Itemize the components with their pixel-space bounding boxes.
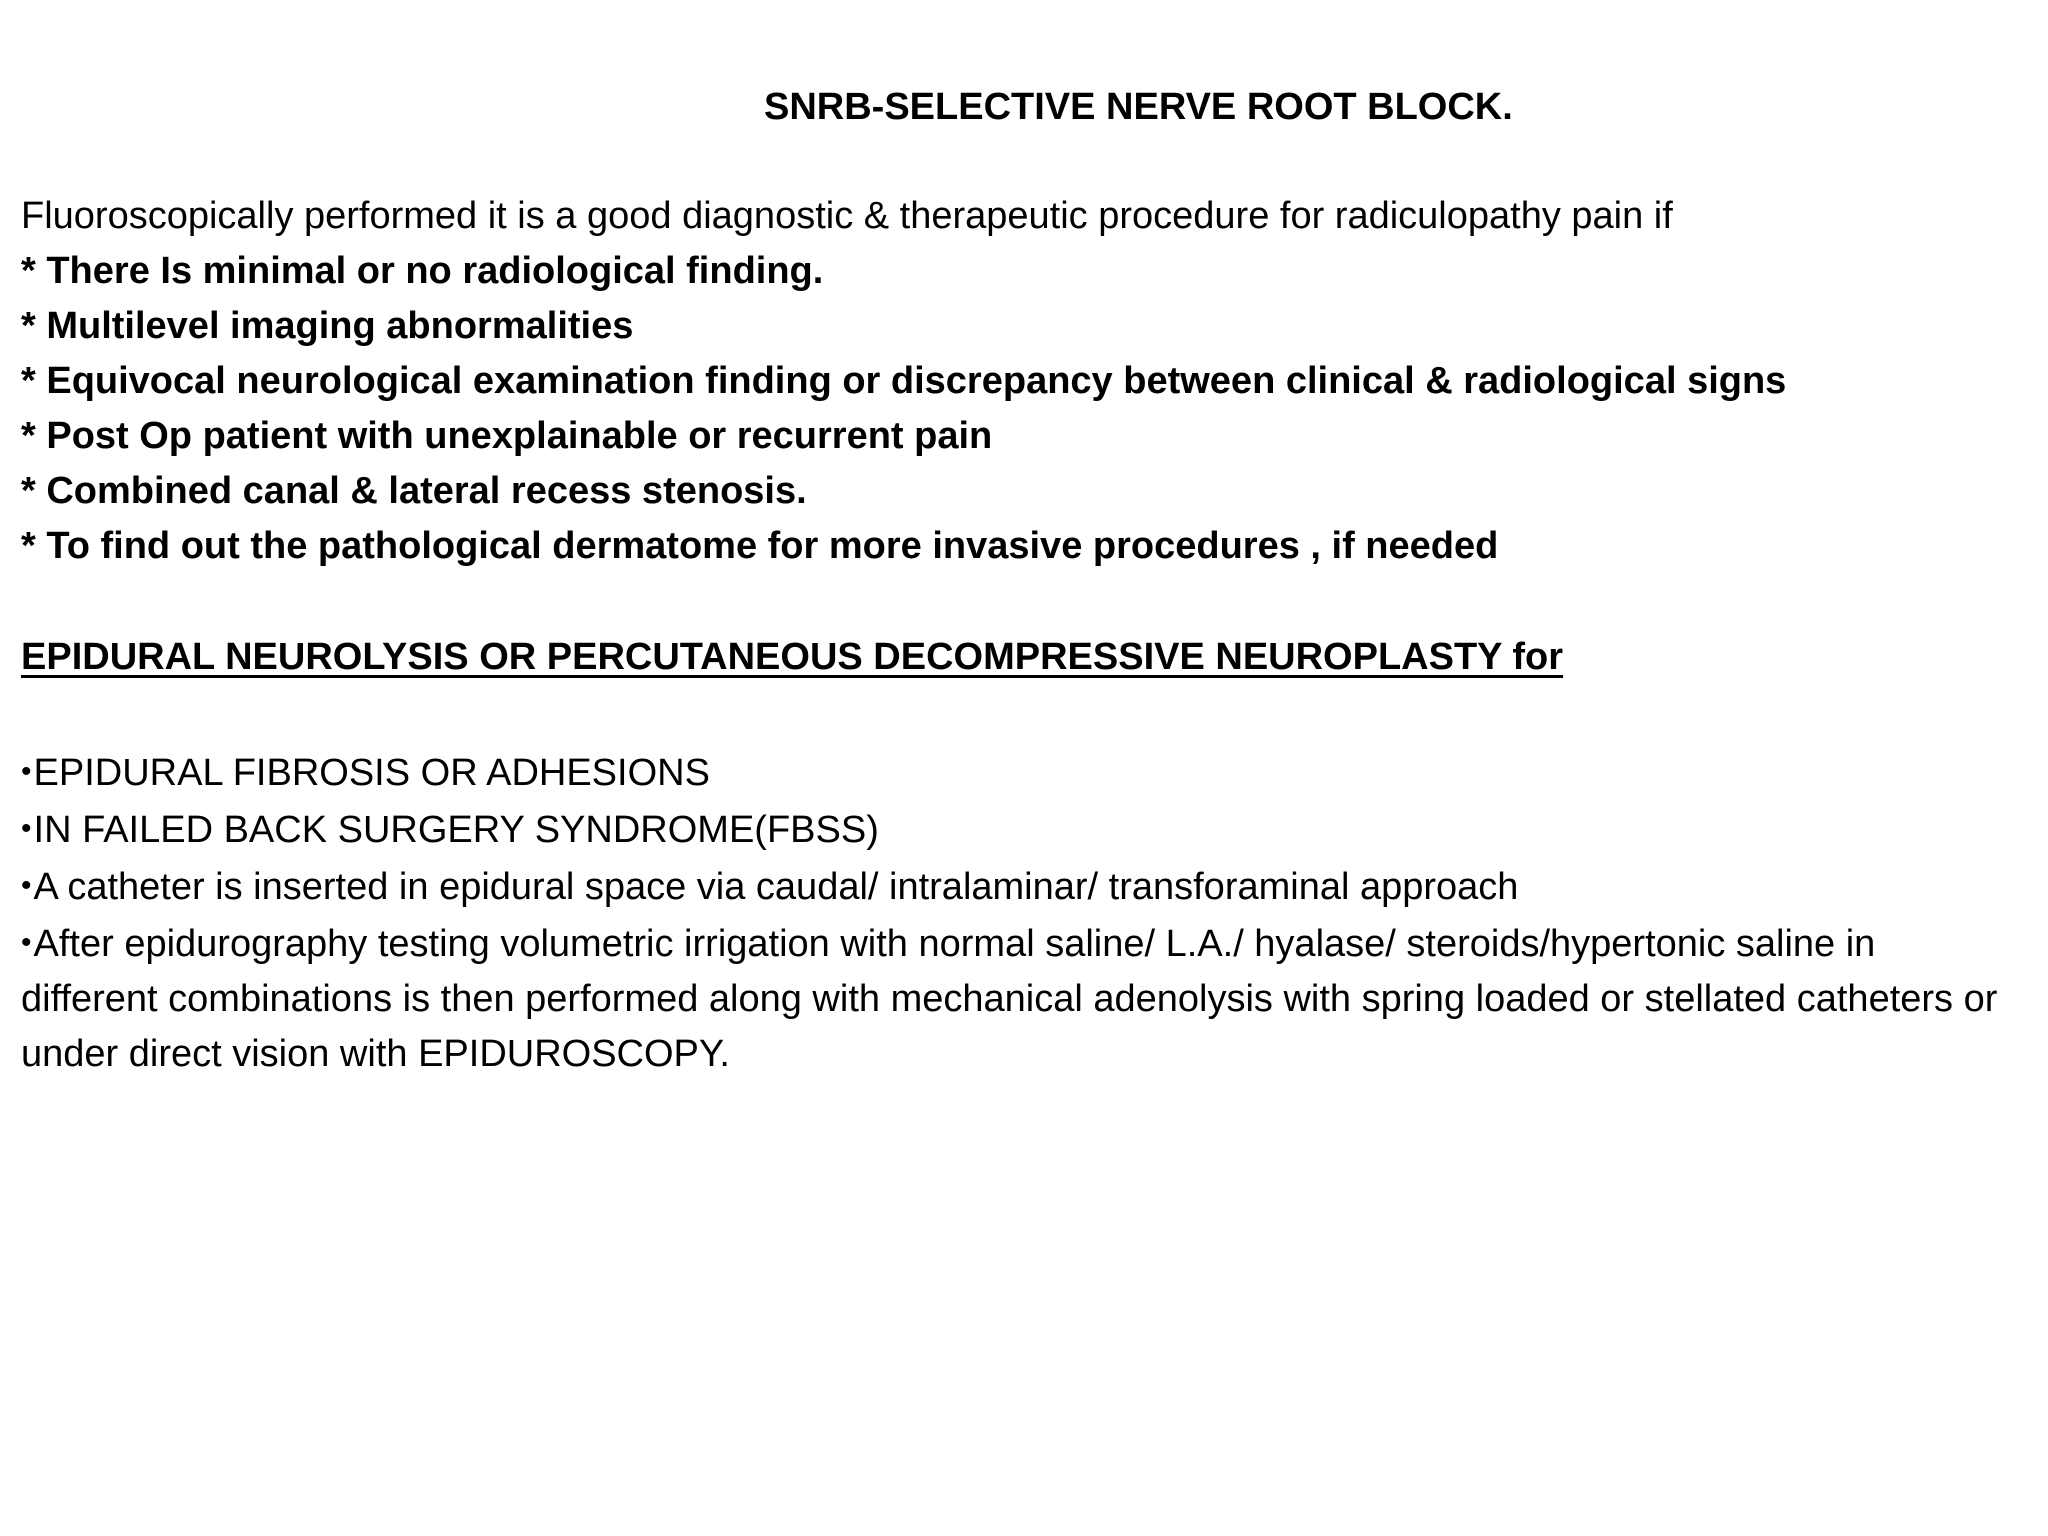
list-item: * Post Op patient with unexplainable or recurrent pain: [21, 415, 993, 457]
bullet-text: EPIDURAL FIBROSIS OR ADHESIONS: [33, 752, 710, 794]
list-item: * To find out the pathological dermatome for more invasive procedures , if needed: [21, 525, 1499, 567]
bullet-icon: •: [21, 926, 32, 959]
list-item: * There Is minimal or no radiological finding.: [21, 250, 824, 292]
section2-heading: EPIDURAL NEUROLYSIS OR PERCUTANEOUS DECOMPRESSIVE NEUROPLASTY for: [21, 636, 1564, 678]
section2-bullet-list: [21, 744, 2001, 1082]
bullet-text: After epidurography testing volumetric irrigation with normal saline/ L.A./ hyalase/ steroids/hypertonic saline in different combinations is then performed along with mechanical adenolysis with spring loaded or stellated catheters or under direct vision with EPIDUROSCOPY.: [21, 923, 1998, 1075]
bullet-text: A catheter is inserted in epidural space via caudal/ intralaminar/ transforaminal approach: [33, 866, 1519, 908]
section1-title-text: SNRB-SELECTIVE NERVE ROOT BLOCK.: [764, 86, 1513, 128]
bullet-item: [21, 915, 2001, 1082]
bullet-item: [21, 858, 2001, 915]
list-item: * Combined canal & lateral recess stenosis.: [21, 470, 807, 512]
section1-list: [21, 244, 2008, 574]
bullet-icon: •: [21, 755, 32, 788]
bullet-icon: •: [21, 812, 32, 845]
section1-intro: Fluoroscopically performed it is a good diagnostic & therapeutic procedure for radiculopathy pain if: [21, 195, 1673, 237]
bullet-item: [21, 801, 2001, 858]
list-item: * Multilevel imaging abnormalities: [21, 305, 634, 347]
bullet-text: IN FAILED BACK SURGERY SYNDROME(FBSS): [33, 809, 879, 851]
bullet-icon: •: [21, 869, 32, 902]
bullet-item: [21, 744, 2001, 801]
list-item: * Equivocal neurological examination finding or discrepancy between clinical & radiological signs: [21, 360, 1787, 402]
